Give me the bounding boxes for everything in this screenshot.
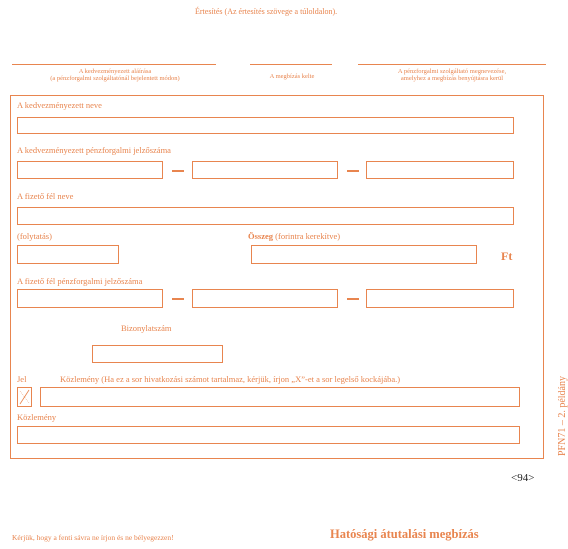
payer-account-part1[interactable] xyxy=(17,289,163,308)
beneficiary-name-field[interactable] xyxy=(17,117,514,134)
beneficiary-account-label: A kedvezményezett pénzforgalmi jelzőszáma xyxy=(17,145,171,155)
continuation-field[interactable] xyxy=(17,245,119,264)
beneficiary-account-part3[interactable] xyxy=(366,161,514,179)
remark-field[interactable] xyxy=(17,426,520,444)
account-separator-2 xyxy=(347,170,359,172)
payer-account-label: A fizető fél pénzforgalmi jelzőszáma xyxy=(17,276,143,286)
payer-name-field[interactable] xyxy=(17,207,514,225)
provider-line xyxy=(358,64,546,65)
cross-mark-icon xyxy=(18,388,31,406)
form-code: <94> xyxy=(511,472,535,484)
payer-name-label: A fizető fél neve xyxy=(17,191,74,201)
continuation-label: (folytatás) xyxy=(17,231,52,241)
amount-field[interactable] xyxy=(251,245,477,264)
signature-line xyxy=(12,64,216,65)
remark-reference-field[interactable] xyxy=(40,387,520,407)
document-number-field[interactable] xyxy=(92,345,223,363)
payer-account-part3[interactable] xyxy=(366,289,514,308)
amount-label-rest: (forintra kerekítve) xyxy=(273,231,341,241)
currency-label: Ft xyxy=(501,249,513,263)
signature-caption xyxy=(12,68,218,83)
mark-checkbox[interactable] xyxy=(17,387,32,407)
provider-caption-line2: amelyhez a megbízás benyújtásra kerül xyxy=(400,75,504,83)
beneficiary-account-part1[interactable] xyxy=(17,161,163,179)
signature-caption-line2: (a pénzforgalmi szolgáltatónál bejelentett módon) xyxy=(50,75,180,83)
amount-label-bold: Összeg xyxy=(248,231,274,241)
payer-account-separator-2 xyxy=(347,298,359,300)
remark-instruction: Közlemény (Ha ez a sor hivatkozási számot tartalmaz, kérjük, írjon „X”-et a sor legelső kockájába.) xyxy=(60,374,401,384)
signature-caption-line1: A kedvezményezett aláírása xyxy=(78,68,152,75)
beneficiary-name-label: A kedvezményezett neve xyxy=(17,100,102,110)
amount-label xyxy=(248,232,340,241)
payer-account-separator-1 xyxy=(172,298,184,300)
date-line xyxy=(250,64,332,65)
provider-caption xyxy=(356,68,548,83)
footer-instruction: Kérjük, hogy a fenti sávra ne írjon és ne bélyegezzen! xyxy=(12,533,174,542)
beneficiary-account-part2[interactable] xyxy=(192,161,338,179)
copy-side-label: PFN71 – 2. példány xyxy=(557,376,568,456)
remark-label: Közlemény xyxy=(17,412,57,422)
mark-label: Jel xyxy=(17,374,27,384)
payer-account-part2[interactable] xyxy=(192,289,338,308)
notice-text: Értesítés (Az értesítés szövege a túloldalon). xyxy=(195,7,338,16)
date-caption: A megbízás kelte xyxy=(269,73,315,80)
form-title: Hatósági átutalási megbízás xyxy=(330,527,479,541)
provider-caption-line1: A pénzforgalmi szolgáltató megnevezése, xyxy=(397,68,507,75)
account-separator-1 xyxy=(172,170,184,172)
document-number-label: Bizonylatszám xyxy=(121,323,172,333)
